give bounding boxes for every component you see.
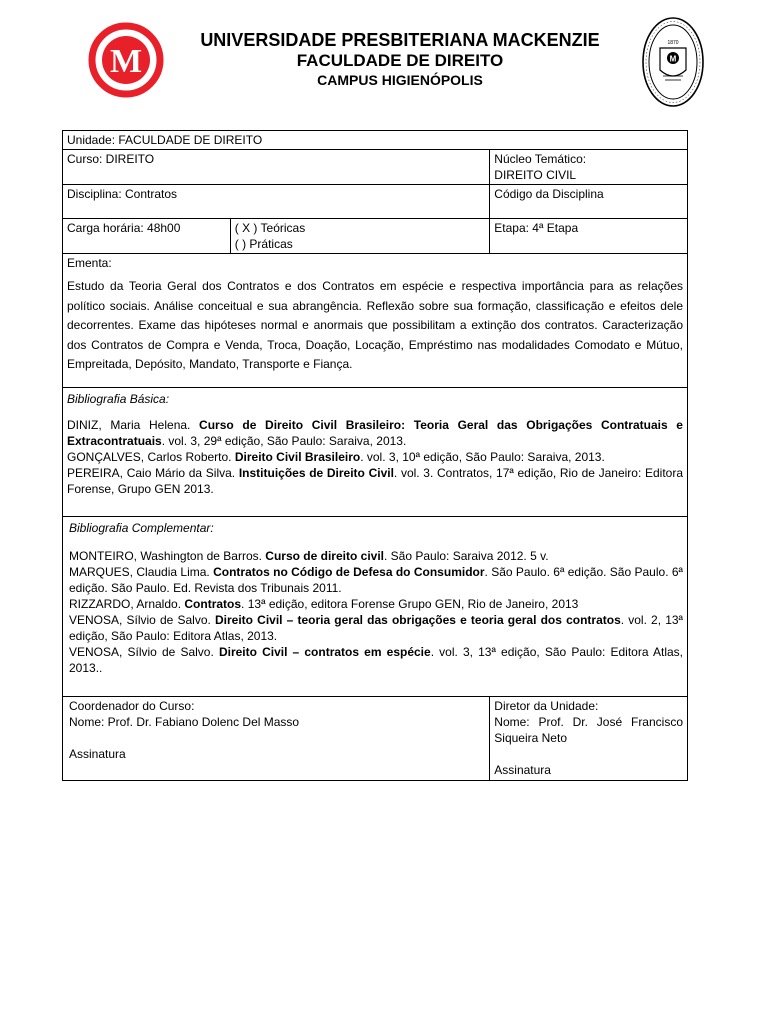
coordinator-name: Nome: Prof. Dr. Fabiano Dolenc Del Masso (69, 715, 300, 729)
coordinator-cell (63, 697, 490, 781)
bib-basica-entry: GONÇALVES, Carlos Roberto. Direito Civil Brasileiro. vol. 3, 10ª edição, São Paulo: Saraiva, 2013. (67, 450, 605, 464)
bib-complementar-label: Bibliografia Complementar: (69, 521, 214, 535)
bib-basica-cell (63, 388, 688, 517)
nucleo-label: Núcleo Temático: (494, 152, 587, 166)
carga-cell: Carga horária: 48h00 (63, 219, 231, 254)
header-titles (170, 30, 630, 90)
coordinator-signature: Assinatura (69, 747, 126, 761)
bib-complementar-entry: VENOSA, Sílvio de Salvo. Direito Civil – teoria geral das obrigações e teoria geral dos contratos. vol. 2, 13ª edição, São Paulo: Editora Atlas, 2013. (69, 613, 683, 643)
coordinator-label: Coordenador do Curso: (69, 699, 195, 713)
university-seal-icon (641, 16, 705, 108)
bib-complementar-entry: MARQUES, Claudia Lima. Contratos no Código de Defesa do Consumidor. São Paulo. 6ª edição. São Paulo. 6ª edição. São Paulo. Ed. Revista dos Tribunais 2011. (69, 565, 683, 595)
teoricas-checkbox-label: ( X ) Teóricas (234, 221, 306, 235)
row-bib-basica (63, 388, 688, 517)
director-signature: Assinatura (494, 763, 551, 777)
nucleo-value: DIREITO CIVIL (494, 168, 577, 182)
bib-basica-label: Bibliografia Básica: (67, 392, 170, 406)
praticas-checkbox-label: ( ) Práticas (234, 237, 293, 251)
director-name: Nome: Prof. Dr. José Francisco Siqueira Neto (494, 715, 683, 745)
faculty-name: FACULDADE DE DIREITO (296, 51, 504, 70)
etapa-cell: Etapa: 4ª Etapa (490, 219, 688, 254)
row-disciplina (63, 185, 688, 219)
bib-complementar-entry: MONTEIRO, Washington de Barros. Curso de direito civil. São Paulo: Saraiva 2012. 5 v. (69, 549, 549, 563)
bib-basica-entry: PEREIRA, Caio Mário da Silva. Instituições de Direito Civil. vol. 3. Contratos, 17ª edição, Rio de Janeiro: Editora Forense, Grupo GEN 2013. (67, 466, 684, 496)
ementa-cell (63, 254, 688, 388)
disciplina-cell: Disciplina: Contratos (63, 185, 490, 219)
logo-letter: M (109, 43, 143, 80)
ementa-text: Estudo da Teoria Geral dos Contratos e dos Contratos em espécie e respectiva importância para as relações político sociais. Análise conceitual e sua abrangência. Reflexão sobre sua formação, classificação e efeitos dele decorrentes. Exame das hipóteses normal e anormais que possibilitam a extinção dos contratos. Caracterização dos Contratos de Compra e Venda, Troca, Doação, Locação, Empréstimo nas modalidades Comodato e Mútuo, Empreitada, Depósito, Mandato, Transporte e Fiança. (67, 279, 683, 371)
bib-complementar-cell (63, 517, 688, 697)
curso-cell: Curso: DIREITO (63, 150, 490, 185)
syllabus-form (62, 130, 688, 781)
ementa-label: Ementa: (67, 256, 112, 270)
nucleo-cell (490, 150, 688, 185)
row-bib-complementar (63, 517, 688, 697)
bib-complementar-entry: RIZZARDO, Arnaldo. Contratos. 13ª edição, editora Forense Grupo GEN, Rio de Janeiro, 2013 (69, 597, 579, 611)
row-carga (63, 219, 688, 254)
unidade-cell: Unidade: FACULDADE DE DIREITO (63, 131, 688, 150)
director-cell (490, 697, 688, 781)
bib-complementar-entry: VENOSA, Sílvio de Salvo. Direito Civil – contratos em espécie. vol. 3, 13ª edição, São Paulo: Editora Atlas, 2013.. (69, 645, 684, 675)
tipo-cell (230, 219, 490, 254)
campus-name: CAMPUS HIGIENÓPOLIS (317, 72, 483, 88)
row-signatures (63, 697, 688, 781)
seal-letter: M (669, 54, 677, 64)
codigo-cell: Código da Disciplina (490, 185, 688, 219)
director-label: Diretor da Unidade: (494, 699, 599, 713)
seal-year: 1870 (667, 40, 679, 46)
row-ementa (63, 254, 688, 388)
row-unidade (63, 131, 688, 150)
row-curso (63, 150, 688, 185)
bib-basica-entry: DINIZ, Maria Helena. Curso de Direito Civil Brasileiro: Teoria Geral das Obrigações Contratuais e Extracontratuais. vol. 3, 29ª edição, São Paulo: Saraiva, 2013. (67, 418, 683, 448)
mackenzie-logo-icon (88, 22, 164, 98)
document-header (0, 0, 768, 115)
university-name: UNIVERSIDADE PRESBITERIANA MACKENZIE (200, 30, 600, 50)
